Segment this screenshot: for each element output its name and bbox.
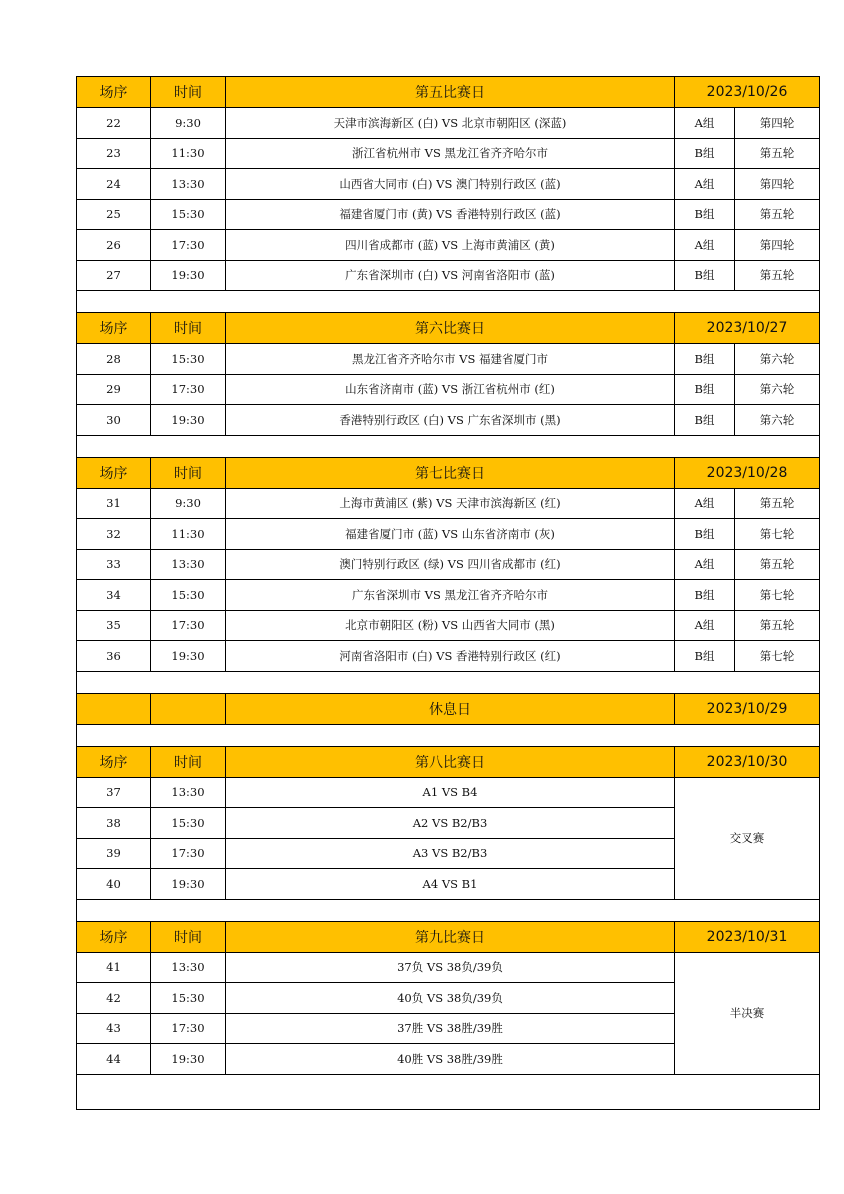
schedule-sheet [76,76,819,1110]
day-title: 第六比赛日 [226,313,675,344]
match-group: B组 [675,260,735,291]
match-group: A组 [675,108,735,139]
match-group: A组 [675,488,735,519]
rest-title: 休息日 [226,693,675,724]
match-no: 42 [77,983,151,1014]
day5-header [77,77,820,108]
spacer-cell [77,435,820,457]
day-date: 2023/10/30 [675,746,820,777]
match-teams: 广东省深圳市 (白) VS 河南省洛阳市 (蓝) [226,260,675,291]
day-date: 2023/10/31 [675,921,820,952]
match-time: 11:30 [151,519,226,550]
match-no: 27 [77,260,151,291]
match-time: 17:30 [151,230,226,261]
spacer-row [77,435,820,457]
match-round: 第四轮 [735,108,820,139]
match-round: 第六轮 [735,405,820,436]
match-row [77,549,820,580]
match-time: 15:30 [151,580,226,611]
match-no: 35 [77,610,151,641]
match-round: 第五轮 [735,199,820,230]
match-row [77,519,820,550]
match-no: 30 [77,405,151,436]
match-group: A组 [675,230,735,261]
match-row [77,488,820,519]
match-teams: 浙江省杭州市 VS 黑龙江省齐齐哈尔市 [226,138,675,169]
match-teams: 上海市黄浦区 (紫) VS 天津市滨海新区 (红) [226,488,675,519]
match-teams: 四川省成都市 (蓝) VS 上海市黄浦区 (黄) [226,230,675,261]
match-no: 22 [77,108,151,139]
match-time: 19:30 [151,405,226,436]
match-teams: A2 VS B2/B3 [226,808,675,839]
schedule-body [77,77,820,1110]
match-no: 38 [77,808,151,839]
match-teams: 黑龙江省齐齐哈尔市 VS 福建省厦门市 [226,344,675,375]
match-no: 28 [77,344,151,375]
day-title: 第七比赛日 [226,457,675,488]
match-round: 第七轮 [735,519,820,550]
spacer-row [77,671,820,693]
match-no: 36 [77,641,151,672]
match-no: 25 [77,199,151,230]
seq-header: 场序 [77,77,151,108]
match-time: 13:30 [151,549,226,580]
match-teams: A3 VS B2/B3 [226,838,675,869]
match-teams: 福建省厦门市 (黄) VS 香港特别行政区 (蓝) [226,199,675,230]
match-row [77,169,820,200]
match-time: 17:30 [151,374,226,405]
match-teams: 40负 VS 38负/39负 [226,983,675,1014]
spacer-row [77,291,820,313]
match-time: 17:30 [151,838,226,869]
day-date: 2023/10/27 [675,313,820,344]
spacer-cell [77,1074,820,1109]
match-round: 第五轮 [735,549,820,580]
match-group: B组 [675,199,735,230]
match-teams: 香港特别行政区 (白) VS 广东省深圳市 (黑) [226,405,675,436]
match-teams: 福建省厦门市 (蓝) VS 山东省济南市 (灰) [226,519,675,550]
match-time: 9:30 [151,108,226,139]
match-round: 第四轮 [735,169,820,200]
match-teams: 天津市滨海新区 (白) VS 北京市朝阳区 (深蓝) [226,108,675,139]
match-no: 39 [77,838,151,869]
match-row [77,641,820,672]
match-row [77,777,820,808]
match-round: 第五轮 [735,610,820,641]
match-no: 29 [77,374,151,405]
match-round: 第七轮 [735,580,820,611]
match-row [77,344,820,375]
seq-header: 场序 [77,921,151,952]
day8-header [77,746,820,777]
spacer-row [77,724,820,746]
match-group: B组 [675,374,735,405]
time-header: 时间 [151,921,226,952]
match-time: 17:30 [151,610,226,641]
time-header: 时间 [151,313,226,344]
day-date: 2023/10/26 [675,77,820,108]
spacer-row [77,899,820,921]
match-row [77,108,820,139]
day7-header [77,457,820,488]
rest-day-header [77,693,820,724]
match-row [77,405,820,436]
match-time: 13:30 [151,777,226,808]
match-no: 33 [77,549,151,580]
match-row [77,952,820,983]
day-title: 第九比赛日 [226,921,675,952]
match-time: 13:30 [151,169,226,200]
match-time: 13:30 [151,952,226,983]
match-row [77,374,820,405]
match-time: 19:30 [151,1044,226,1075]
rest-date: 2023/10/29 [675,693,820,724]
time-header: 时间 [151,746,226,777]
match-time: 15:30 [151,808,226,839]
match-time: 19:30 [151,869,226,900]
spacer-cell [77,671,820,693]
match-group: B组 [675,344,735,375]
match-group: B组 [675,138,735,169]
match-teams: 37负 VS 38负/39负 [226,952,675,983]
match-round: 第五轮 [735,488,820,519]
match-row [77,580,820,611]
spacer-row [77,1074,820,1109]
day9-header [77,921,820,952]
spacer-cell [77,899,820,921]
match-group: B组 [675,519,735,550]
match-row [77,199,820,230]
time-header: 时间 [151,77,226,108]
match-round: 第七轮 [735,641,820,672]
match-round: 第六轮 [735,344,820,375]
match-group: B组 [675,580,735,611]
spacer-cell [77,291,820,313]
match-round: 第六轮 [735,374,820,405]
match-no: 43 [77,1013,151,1044]
match-time: 11:30 [151,138,226,169]
match-no: 32 [77,519,151,550]
match-time: 15:30 [151,983,226,1014]
match-group: A组 [675,610,735,641]
match-teams: 河南省洛阳市 (白) VS 香港特别行政区 (红) [226,641,675,672]
day-title: 第五比赛日 [226,77,675,108]
match-group: A组 [675,549,735,580]
match-teams: A4 VS B1 [226,869,675,900]
match-round: 第五轮 [735,260,820,291]
match-group: B组 [675,641,735,672]
match-no: 24 [77,169,151,200]
match-time: 17:30 [151,1013,226,1044]
match-teams: A1 VS B4 [226,777,675,808]
match-teams: 澳门特别行政区 (绿) VS 四川省成都市 (红) [226,549,675,580]
match-round: 第四轮 [735,230,820,261]
day-date: 2023/10/28 [675,457,820,488]
match-no: 26 [77,230,151,261]
spacer-cell [77,724,820,746]
match-no: 34 [77,580,151,611]
match-group: B组 [675,405,735,436]
match-row [77,260,820,291]
match-no: 37 [77,777,151,808]
match-no: 31 [77,488,151,519]
match-teams: 40胜 VS 38胜/39胜 [226,1044,675,1075]
match-no: 40 [77,869,151,900]
match-time: 15:30 [151,199,226,230]
seq-header: 场序 [77,457,151,488]
match-teams: 广东省深圳市 VS 黑龙江省齐齐哈尔市 [226,580,675,611]
match-round: 第五轮 [735,138,820,169]
match-time: 19:30 [151,641,226,672]
match-no: 44 [77,1044,151,1075]
match-teams: 山东省济南市 (蓝) VS 浙江省杭州市 (红) [226,374,675,405]
match-row [77,138,820,169]
match-time: 15:30 [151,344,226,375]
stage-label: 交叉赛 [675,777,820,899]
empty-cell [77,693,151,724]
time-header: 时间 [151,457,226,488]
match-row [77,610,820,641]
match-teams: 37胜 VS 38胜/39胜 [226,1013,675,1044]
seq-header: 场序 [77,746,151,777]
match-group: A组 [675,169,735,200]
empty-cell [151,693,226,724]
seq-header: 场序 [77,313,151,344]
match-row [77,230,820,261]
stage-label: 半决赛 [675,952,820,1074]
match-teams: 北京市朝阳区 (粉) VS 山西省大同市 (黑) [226,610,675,641]
match-no: 41 [77,952,151,983]
match-time: 9:30 [151,488,226,519]
schedule-table [76,76,820,1110]
day-title: 第八比赛日 [226,746,675,777]
match-no: 23 [77,138,151,169]
day6-header [77,313,820,344]
match-teams: 山西省大同市 (白) VS 澳门特别行政区 (蓝) [226,169,675,200]
match-time: 19:30 [151,260,226,291]
